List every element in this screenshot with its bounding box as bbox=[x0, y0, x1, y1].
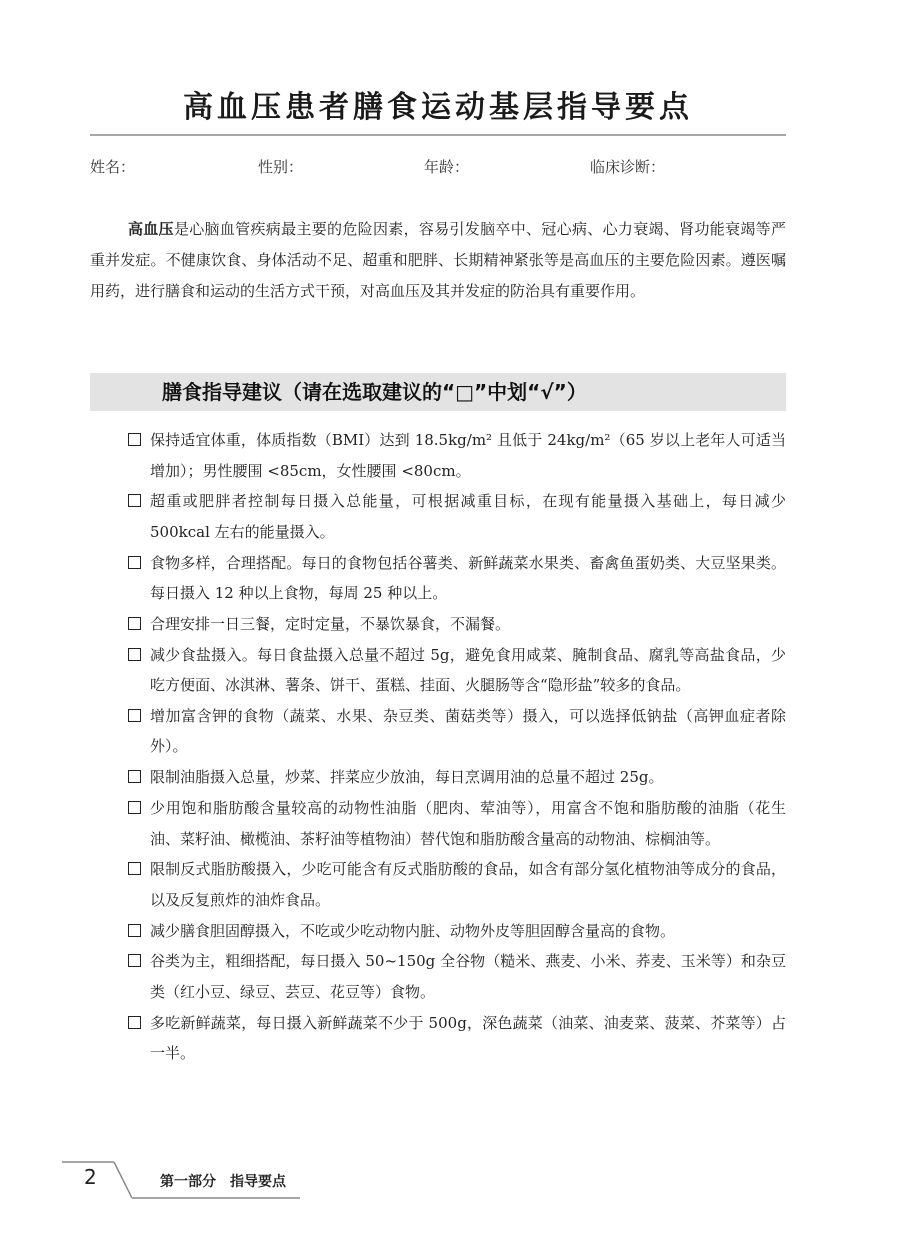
title-divider bbox=[90, 134, 786, 136]
item-text: 限制油脂摄入总量，炒菜、拌菜应少放油，每日烹调用油的总量不超过 25g。 bbox=[150, 768, 664, 787]
item-text: 多吃新鲜蔬菜，每日摄入新鲜蔬菜不少于 500g，深色蔬菜（油菜、油麦菜、菠菜、芥菜等）占一半。 bbox=[150, 1013, 786, 1063]
checkbox[interactable] bbox=[128, 862, 141, 875]
age-field-label: 年龄： bbox=[424, 158, 470, 176]
page-title: 高血压患者膳食运动基层指导要点 bbox=[183, 90, 693, 125]
list-item bbox=[126, 425, 786, 486]
item-text: 食物多样，合理搭配。每日的食物包括谷薯类、新鲜蔬菜水果类、畜禽鱼蛋奶类、大豆坚果类。每日摄入 12 种以上食物，每周 25 种以上。 bbox=[150, 553, 786, 603]
list-item bbox=[126, 946, 786, 1007]
item-text: 减少膳食胆固醇摄入，不吃或少吃动物内脏、动物外皮等胆固醇含量高的食物。 bbox=[150, 921, 676, 940]
checkbox[interactable] bbox=[128, 954, 141, 967]
list-item bbox=[126, 1008, 786, 1069]
intro-paragraph bbox=[90, 214, 786, 307]
checkbox[interactable] bbox=[128, 709, 141, 722]
list-item bbox=[126, 609, 786, 640]
item-text: 合理安排一日三餐，定时定量，不暴饮暴食，不漏餐。 bbox=[150, 614, 511, 633]
item-text: 谷类为主，粗细搭配，每日摄入 50~150g 全谷物（糙米、燕麦、小米、荞麦、玉米等）和杂豆类（红小豆、绿豆、芸豆、花豆等）食物。 bbox=[150, 952, 786, 1001]
list-item bbox=[126, 793, 786, 854]
checkbox[interactable] bbox=[128, 556, 141, 569]
checkbox[interactable] bbox=[128, 648, 141, 661]
section-title: 膳食指导建议 bbox=[162, 380, 282, 404]
name-field-label: 姓名： bbox=[90, 158, 136, 176]
checkbox[interactable] bbox=[128, 924, 141, 937]
advice-list bbox=[126, 425, 786, 1069]
intro-bold-term: 高血压 bbox=[128, 220, 174, 238]
item-text: 少用饱和脂肪酸含量较高的动物性油脂（肥肉、荤油等），用富含不饱和脂肪酸的油脂（花生油、菜籽油、橄榄油、茶籽油等植物油）替代饱和脂肪酸含量高的动物油、棕榈油等。 bbox=[150, 799, 786, 848]
list-item bbox=[126, 548, 786, 609]
sex-field-label: 性别： bbox=[258, 158, 304, 176]
list-item bbox=[126, 854, 786, 915]
checkbox[interactable] bbox=[128, 494, 141, 507]
item-text: 保持适宜体重，体质指数（BMI）达到 18.5kg/m² 且低于 24kg/m²（65 岁以上老年人可适当增加）；男性腰围 <85cm，女性腰围 <80cm。 bbox=[150, 431, 786, 480]
checkbox[interactable] bbox=[128, 1016, 141, 1029]
diagnosis-field-label: 临床诊断： bbox=[590, 158, 666, 176]
page-number: 2 bbox=[84, 1165, 97, 1189]
footer-rule bbox=[132, 1197, 300, 1200]
footer-tab-shape bbox=[62, 1160, 132, 1200]
checkbox[interactable] bbox=[128, 801, 141, 814]
section-header bbox=[90, 373, 786, 411]
item-text: 增加富含钾的食物（蔬菜、水果、杂豆类、菌菇类等）摄入，可以选择低钠盐（高钾血症者除外）。 bbox=[150, 706, 786, 756]
list-item bbox=[126, 762, 786, 793]
checkbox[interactable] bbox=[128, 433, 141, 446]
list-item bbox=[126, 701, 786, 762]
item-text: 超重或肥胖者控制每日摄入总能量，可根据减重目标，在现有能量摄入基础上，每日减少 500kcal 左右的能量摄入。 bbox=[150, 492, 786, 541]
list-item bbox=[126, 916, 786, 947]
intro-text: 是心脑血管疾病最主要的危险因素，容易引发脑卒中、冠心病、心力衰竭、肾功能衰竭等严重并发症。不健康饮食、身体活动不足、超重和肥胖、长期精神紧张等是高血压的主要危险因素。遵医嘱用药，进行膳食和运动的生活方式干预，对高血压及其并发症的防治具有重要作用。 bbox=[90, 220, 786, 300]
list-item bbox=[126, 486, 786, 547]
footer-section-label: 第一部分 指导要点 bbox=[160, 1174, 286, 1190]
section-note: （请在选取建议的“□”中划“√”） bbox=[282, 380, 587, 404]
checkbox[interactable] bbox=[128, 770, 141, 783]
item-text: 减少食盐摄入。每日食盐摄入总量不超过 5g，避免食用咸菜、腌制食品、腐乳等高盐食品，少吃方便面、冰淇淋、薯条、饼干、蛋糕、挂面、火腿肠等含“隐形盐”较多的食品。 bbox=[150, 645, 786, 695]
list-item bbox=[126, 640, 786, 701]
item-text: 限制反式脂肪酸摄入，少吃可能含有反式脂肪酸的食品，如含有部分氢化植物油等成分的食品，以及反复煎炸的油炸食品。 bbox=[150, 860, 786, 909]
checkbox[interactable] bbox=[128, 617, 141, 630]
